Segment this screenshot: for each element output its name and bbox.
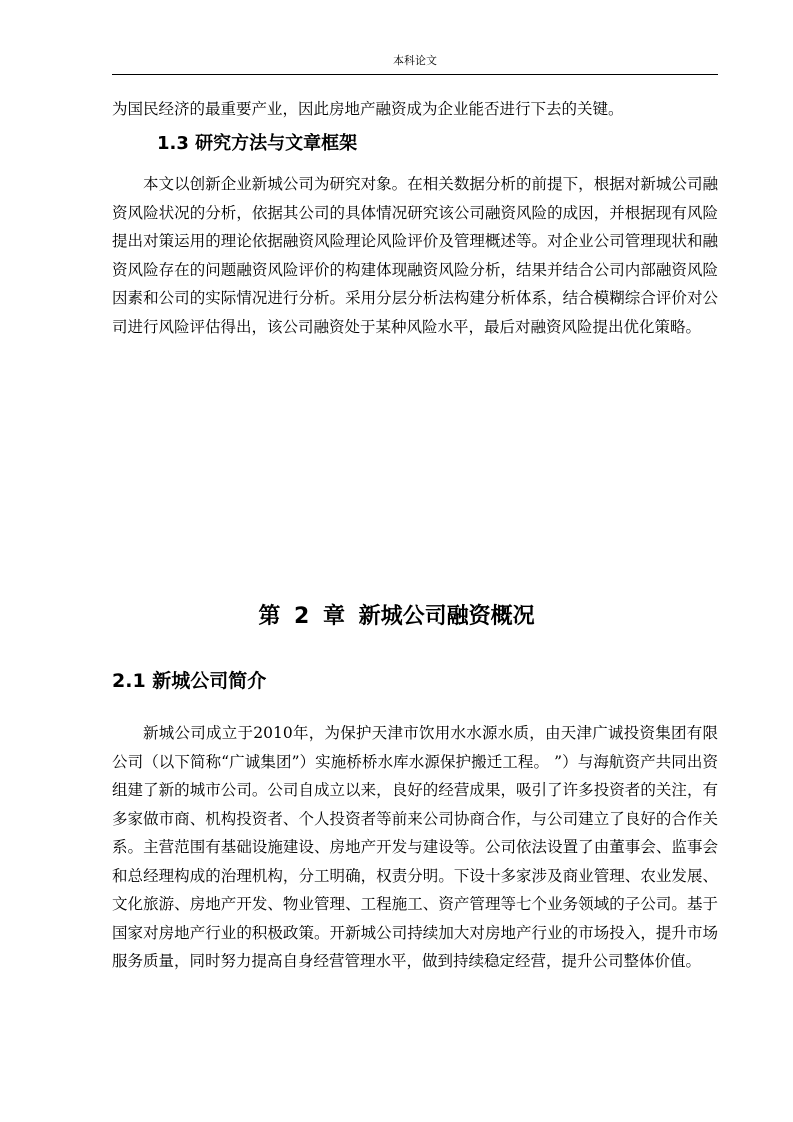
section-heading-2-1: 2.1 新城公司简介 — [112, 670, 267, 692]
header-title: 本科论文 — [393, 54, 437, 67]
section-heading-1-3: 1.3 研究方法与文章框架 — [157, 133, 358, 154]
page-header — [112, 54, 718, 75]
research-method-paragraph: 本文以创新企业新城公司为研究对象。在相关数据分析的前提下，根据对新城公司融资风险状况的分析，依据其公司的具体情况研究该公司融资风险的成因，并根据现有风险提出对策运用的理论依据融资风险理论风险评价及管理概述等。对企业公司管理现状和融资风险存在的问题融资风险评价的构建体现融资风险分析，结果并结合公司内部融资风险因素和公司的实际情况进行分析。采用分层分析法构建分析体系，结合模糊综合评价对公司进行风险评估得出，该公司融资处于某种风险水平，最后对融资风险提出优化策略。 — [112, 175, 718, 336]
continued-paragraph: 为国民经济的最重要产业，因此房地产融资成为企业能否进行下去的关键。 — [112, 100, 624, 118]
company-intro-paragraph: 新城公司成立于2010年，为保护天津市饮用水水源水质，由天津广诚投资集团有限公司（以下简称“广诚集团”）实施桥桥水库水源保护搬迁工程。 ”）与海航资产共同出资组建了新的城市公司。公司自成立以来，良好的经营成果，吸引了许多投资者的关注，有多家做市商、机构投资者、个人投资者等前来公司协商合作，与公司建立了良好的合作关系。主营范围有基础设施建设、房地产开发与建设等。公司依法设置了由董事会、监事会和总经理构成的治理机构，分工明确，权责分明。下设十多家涉及商业管理、农业发展、文化旅游、房地产开发、物业管理、工程施工、资产管理等七个业务领域的子公司。基于国家对房地产行业的积极政策。开新城公司持续加大对房地产行业的市场投入，提升市场服务质量，同时努力提高自身经营管理水平，做到持续稳定经营，提升公司整体价值。 — [112, 724, 718, 970]
chapter-title-2: 第 2 章 新城公司融资概况 — [258, 604, 535, 629]
